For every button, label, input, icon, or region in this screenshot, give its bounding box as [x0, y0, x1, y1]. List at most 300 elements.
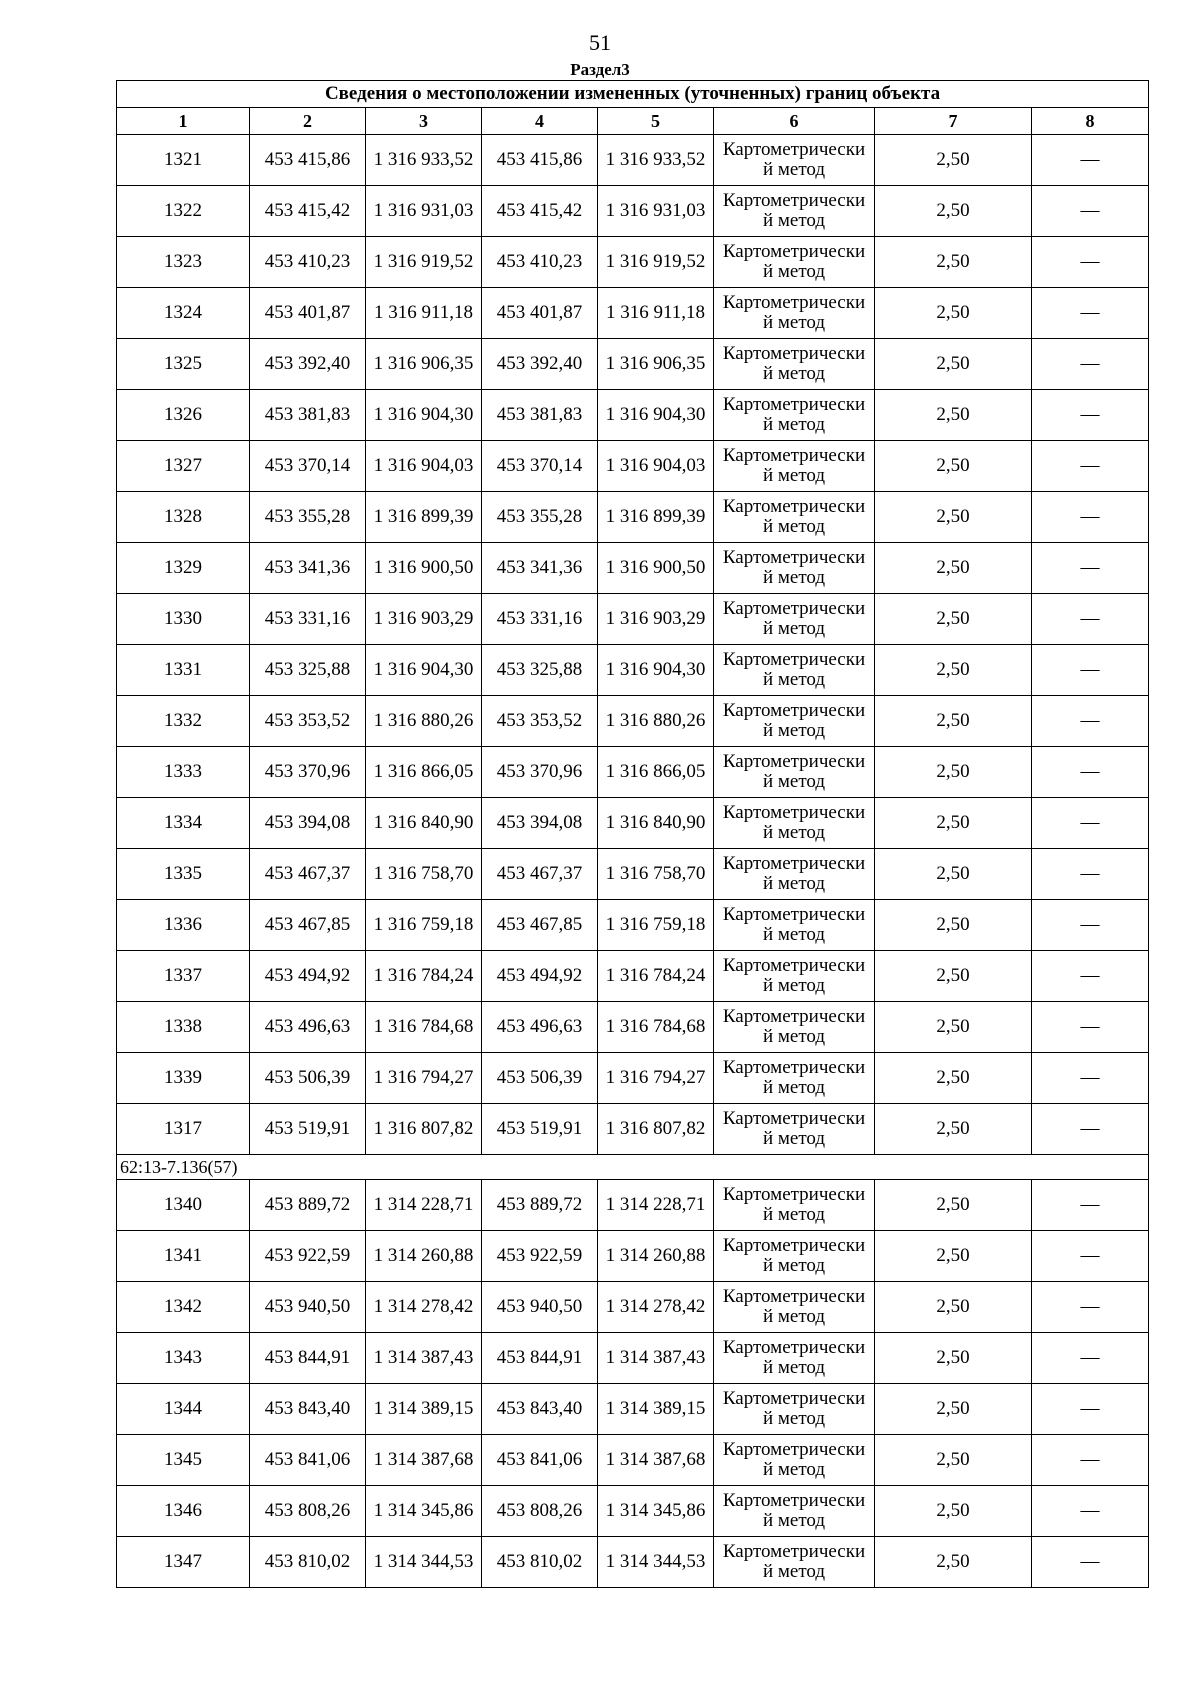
accuracy-cell: 2,50	[875, 441, 1032, 492]
x-existing-cell: 453 810,02	[250, 1537, 366, 1588]
method-line-2: й метод	[762, 159, 826, 180]
y-existing-cell: 1 316 903,29	[366, 594, 482, 645]
x-existing-cell: 453 415,42	[250, 186, 366, 237]
y-new-cell: 1 314 278,42	[598, 1282, 714, 1333]
table-body	[117, 135, 1149, 1588]
method-cell	[714, 1282, 875, 1333]
x-new-cell: 453 410,23	[482, 237, 598, 288]
accuracy-cell: 2,50	[875, 1435, 1032, 1486]
y-existing-cell: 1 316 866,05	[366, 747, 482, 798]
table-row	[117, 339, 1149, 390]
description-cell: —	[1032, 696, 1149, 747]
method-line-2: й метод	[762, 363, 826, 384]
y-existing-cell: 1 314 345,86	[366, 1486, 482, 1537]
point-number-cell: 1341	[117, 1231, 250, 1282]
method-line-1: Картометрически	[722, 1184, 866, 1205]
method-line-2: й метод	[762, 1459, 826, 1480]
x-existing-cell: 453 410,23	[250, 237, 366, 288]
x-existing-cell: 453 889,72	[250, 1180, 366, 1231]
y-new-cell: 1 316 784,24	[598, 951, 714, 1002]
method-cell	[714, 900, 875, 951]
method-line-1: Картометрически	[722, 445, 866, 466]
method-cell	[714, 186, 875, 237]
method-line-2: й метод	[762, 1128, 826, 1149]
y-new-cell: 1 316 906,35	[598, 339, 714, 390]
accuracy-cell: 2,50	[875, 237, 1032, 288]
method-line-1: Картометрически	[722, 241, 866, 262]
method-line-1: Картометрически	[722, 394, 866, 415]
y-existing-cell: 1 316 784,68	[366, 1002, 482, 1053]
description-cell: —	[1032, 492, 1149, 543]
x-existing-cell: 453 381,83	[250, 390, 366, 441]
y-existing-cell: 1 314 228,71	[366, 1180, 482, 1231]
table-row	[117, 849, 1149, 900]
accuracy-cell: 2,50	[875, 339, 1032, 390]
x-new-cell: 453 353,52	[482, 696, 598, 747]
x-new-cell: 453 940,50	[482, 1282, 598, 1333]
x-existing-cell: 453 370,14	[250, 441, 366, 492]
y-existing-cell: 1 316 904,30	[366, 645, 482, 696]
method-line-2: й метод	[762, 873, 826, 894]
table-row	[117, 696, 1149, 747]
x-new-cell: 453 401,87	[482, 288, 598, 339]
x-new-cell: 453 519,91	[482, 1104, 598, 1155]
section-title: Раздел3	[570, 60, 630, 79]
description-cell: —	[1032, 594, 1149, 645]
method-line-1: Картометрически	[722, 1541, 866, 1562]
point-number-cell: 1329	[117, 543, 250, 594]
method-line-1: Картометрически	[722, 1006, 866, 1027]
method-line-1: Картометрически	[722, 1388, 866, 1409]
y-existing-cell: 1 314 387,43	[366, 1333, 482, 1384]
method-cell	[714, 1537, 875, 1588]
y-existing-cell: 1 314 260,88	[366, 1231, 482, 1282]
method-cell	[714, 1104, 875, 1155]
table-row	[117, 1002, 1149, 1053]
method-cell	[714, 1486, 875, 1537]
column-header-row	[117, 108, 1149, 135]
method-cell	[714, 1231, 875, 1282]
y-new-cell: 1 316 866,05	[598, 747, 714, 798]
method-cell	[714, 747, 875, 798]
method-line-1: Картометрически	[722, 1337, 866, 1358]
point-number-cell: 1338	[117, 1002, 250, 1053]
x-existing-cell: 453 392,40	[250, 339, 366, 390]
method-cell	[714, 390, 875, 441]
x-existing-cell: 453 922,59	[250, 1231, 366, 1282]
table-caption: Сведения о местоположении измененных (уточненных) границ объекта	[117, 81, 1149, 108]
y-new-cell: 1 316 807,82	[598, 1104, 714, 1155]
accuracy-cell: 2,50	[875, 696, 1032, 747]
y-new-cell: 1 314 389,15	[598, 1384, 714, 1435]
y-new-cell: 1 316 784,68	[598, 1002, 714, 1053]
table-row	[117, 1435, 1149, 1486]
y-existing-cell: 1 316 904,30	[366, 390, 482, 441]
point-number-cell: 1340	[117, 1180, 250, 1231]
method-line-1: Картометрически	[722, 1439, 866, 1460]
x-new-cell: 453 370,14	[482, 441, 598, 492]
table-row	[117, 441, 1149, 492]
x-new-cell: 453 394,08	[482, 798, 598, 849]
point-number-cell: 1337	[117, 951, 250, 1002]
x-existing-cell: 453 325,88	[250, 645, 366, 696]
point-number-cell: 1344	[117, 1384, 250, 1435]
x-existing-cell: 453 940,50	[250, 1282, 366, 1333]
description-cell: —	[1032, 1231, 1149, 1282]
x-new-cell: 453 415,42	[482, 186, 598, 237]
table-row	[117, 951, 1149, 1002]
accuracy-cell: 2,50	[875, 1384, 1032, 1435]
description-cell: —	[1032, 1333, 1149, 1384]
description-cell: —	[1032, 1435, 1149, 1486]
method-line-1: Картометрически	[722, 190, 866, 211]
table-row	[117, 900, 1149, 951]
method-line-2: й метод	[762, 1510, 826, 1531]
y-new-cell: 1 316 931,03	[598, 186, 714, 237]
table-row	[117, 288, 1149, 339]
point-number-cell: 1322	[117, 186, 250, 237]
method-line-1: Картометрически	[722, 1108, 866, 1129]
method-cell	[714, 849, 875, 900]
point-number-cell: 1328	[117, 492, 250, 543]
method-line-2: й метод	[762, 210, 826, 231]
x-new-cell: 453 841,06	[482, 1435, 598, 1486]
description-cell: —	[1032, 1002, 1149, 1053]
point-number-cell: 1317	[117, 1104, 250, 1155]
description-cell: —	[1032, 543, 1149, 594]
accuracy-cell: 2,50	[875, 1333, 1032, 1384]
y-existing-cell: 1 316 840,90	[366, 798, 482, 849]
x-existing-cell: 453 467,85	[250, 900, 366, 951]
table-row	[117, 1231, 1149, 1282]
coordinates-table	[116, 80, 1149, 1588]
table-row	[117, 1537, 1149, 1588]
accuracy-cell: 2,50	[875, 900, 1032, 951]
x-new-cell: 453 325,88	[482, 645, 598, 696]
method-line-2: й метод	[762, 516, 826, 537]
table-row	[117, 1282, 1149, 1333]
y-new-cell: 1 316 758,70	[598, 849, 714, 900]
method-line-1: Картометрически	[722, 649, 866, 670]
point-number-cell: 1335	[117, 849, 250, 900]
x-existing-cell: 453 355,28	[250, 492, 366, 543]
x-new-cell: 453 331,16	[482, 594, 598, 645]
method-line-1: Картометрически	[722, 955, 866, 976]
x-new-cell: 453 844,91	[482, 1333, 598, 1384]
method-line-1: Картометрически	[722, 547, 866, 568]
method-line-2: й метод	[762, 1408, 826, 1429]
x-existing-cell: 453 506,39	[250, 1053, 366, 1104]
accuracy-cell: 2,50	[875, 492, 1032, 543]
x-existing-cell: 453 394,08	[250, 798, 366, 849]
accuracy-cell: 2,50	[875, 186, 1032, 237]
point-number-cell: 1346	[117, 1486, 250, 1537]
point-number-cell: 1345	[117, 1435, 250, 1486]
accuracy-cell: 2,50	[875, 951, 1032, 1002]
x-existing-cell: 453 519,91	[250, 1104, 366, 1155]
table-row	[117, 237, 1149, 288]
method-line-2: й метод	[762, 1204, 826, 1225]
method-line-1: Картометрически	[722, 1057, 866, 1078]
method-line-2: й метод	[762, 1561, 826, 1582]
y-existing-cell: 1 316 900,50	[366, 543, 482, 594]
x-existing-cell: 453 353,52	[250, 696, 366, 747]
description-cell: —	[1032, 390, 1149, 441]
x-existing-cell: 453 494,92	[250, 951, 366, 1002]
method-line-2: й метод	[762, 414, 826, 435]
description-cell: —	[1032, 1282, 1149, 1333]
method-line-2: й метод	[762, 618, 826, 639]
column-header: 1	[117, 108, 250, 135]
x-existing-cell: 453 401,87	[250, 288, 366, 339]
method-cell	[714, 1053, 875, 1104]
accuracy-cell: 2,50	[875, 1104, 1032, 1155]
y-new-cell: 1 314 387,68	[598, 1435, 714, 1486]
method-line-1: Картометрически	[722, 802, 866, 823]
y-existing-cell: 1 316 759,18	[366, 900, 482, 951]
table-row	[117, 186, 1149, 237]
method-cell	[714, 645, 875, 696]
method-line-1: Картометрически	[722, 139, 866, 160]
y-new-cell: 1 314 345,86	[598, 1486, 714, 1537]
y-new-cell: 1 316 880,26	[598, 696, 714, 747]
table-row	[117, 543, 1149, 594]
method-line-1: Картометрически	[722, 1235, 866, 1256]
y-new-cell: 1 316 900,50	[598, 543, 714, 594]
accuracy-cell: 2,50	[875, 390, 1032, 441]
description-cell: —	[1032, 747, 1149, 798]
x-new-cell: 453 415,86	[482, 135, 598, 186]
y-existing-cell: 1 316 784,24	[366, 951, 482, 1002]
x-new-cell: 453 392,40	[482, 339, 598, 390]
accuracy-cell: 2,50	[875, 1180, 1032, 1231]
column-header: 3	[366, 108, 482, 135]
description-cell: —	[1032, 1384, 1149, 1435]
x-existing-cell: 453 844,91	[250, 1333, 366, 1384]
y-existing-cell: 1 314 278,42	[366, 1282, 482, 1333]
table-row	[117, 1053, 1149, 1104]
method-cell	[714, 696, 875, 747]
x-new-cell: 453 810,02	[482, 1537, 598, 1588]
column-header: 7	[875, 108, 1032, 135]
y-existing-cell: 1 316 931,03	[366, 186, 482, 237]
point-number-cell: 1321	[117, 135, 250, 186]
group-label: 62:13-7.136(57)	[117, 1155, 1149, 1180]
x-new-cell: 453 467,85	[482, 900, 598, 951]
x-existing-cell: 453 808,26	[250, 1486, 366, 1537]
point-number-cell: 1324	[117, 288, 250, 339]
method-cell	[714, 798, 875, 849]
y-new-cell: 1 314 260,88	[598, 1231, 714, 1282]
x-existing-cell: 453 467,37	[250, 849, 366, 900]
method-cell	[714, 594, 875, 645]
point-number-cell: 1343	[117, 1333, 250, 1384]
y-existing-cell: 1 314 389,15	[366, 1384, 482, 1435]
accuracy-cell: 2,50	[875, 1537, 1032, 1588]
point-number-cell: 1342	[117, 1282, 250, 1333]
description-cell: —	[1032, 849, 1149, 900]
x-new-cell: 453 355,28	[482, 492, 598, 543]
table-row	[117, 1180, 1149, 1231]
method-line-2: й метод	[762, 1077, 826, 1098]
x-new-cell: 453 494,92	[482, 951, 598, 1002]
description-cell: —	[1032, 1537, 1149, 1588]
y-new-cell: 1 314 344,53	[598, 1537, 714, 1588]
y-existing-cell: 1 316 919,52	[366, 237, 482, 288]
method-cell	[714, 543, 875, 594]
y-existing-cell: 1 316 794,27	[366, 1053, 482, 1104]
point-number-cell: 1330	[117, 594, 250, 645]
point-number-cell: 1327	[117, 441, 250, 492]
method-cell	[714, 1002, 875, 1053]
y-new-cell: 1 316 904,30	[598, 645, 714, 696]
description-cell: —	[1032, 951, 1149, 1002]
y-new-cell: 1 316 919,52	[598, 237, 714, 288]
point-number-cell: 1326	[117, 390, 250, 441]
method-line-2: й метод	[762, 1306, 826, 1327]
y-existing-cell: 1 314 387,68	[366, 1435, 482, 1486]
y-existing-cell: 1 316 899,39	[366, 492, 482, 543]
point-number-cell: 1332	[117, 696, 250, 747]
method-line-2: й метод	[762, 720, 826, 741]
accuracy-cell: 2,50	[875, 798, 1032, 849]
description-cell: —	[1032, 135, 1149, 186]
point-number-cell: 1323	[117, 237, 250, 288]
method-line-2: й метод	[762, 261, 826, 282]
description-cell: —	[1032, 237, 1149, 288]
table-row	[117, 1104, 1149, 1155]
point-number-cell: 1339	[117, 1053, 250, 1104]
point-number-cell: 1325	[117, 339, 250, 390]
x-existing-cell: 453 841,06	[250, 1435, 366, 1486]
y-existing-cell: 1 314 344,53	[366, 1537, 482, 1588]
accuracy-cell: 2,50	[875, 645, 1032, 696]
x-existing-cell: 453 331,16	[250, 594, 366, 645]
description-cell: —	[1032, 645, 1149, 696]
method-line-2: й метод	[762, 924, 826, 945]
y-existing-cell: 1 316 911,18	[366, 288, 482, 339]
method-line-2: й метод	[762, 1026, 826, 1047]
point-number-cell: 1336	[117, 900, 250, 951]
accuracy-cell: 2,50	[875, 1486, 1032, 1537]
x-new-cell: 453 381,83	[482, 390, 598, 441]
method-cell	[714, 492, 875, 543]
accuracy-cell: 2,50	[875, 135, 1032, 186]
method-line-1: Картометрически	[722, 904, 866, 925]
method-line-2: й метод	[762, 567, 826, 588]
y-existing-cell: 1 316 933,52	[366, 135, 482, 186]
method-cell	[714, 1384, 875, 1435]
accuracy-cell: 2,50	[875, 1282, 1032, 1333]
accuracy-cell: 2,50	[875, 1231, 1032, 1282]
method-cell	[714, 1435, 875, 1486]
method-line-2: й метод	[762, 312, 826, 333]
column-header: 4	[482, 108, 598, 135]
method-line-1: Картометрически	[722, 1490, 866, 1511]
y-existing-cell: 1 316 904,03	[366, 441, 482, 492]
table-row	[117, 747, 1149, 798]
y-new-cell: 1 316 904,03	[598, 441, 714, 492]
description-cell: —	[1032, 1486, 1149, 1537]
description-cell: —	[1032, 900, 1149, 951]
y-new-cell: 1 316 840,90	[598, 798, 714, 849]
x-existing-cell: 453 843,40	[250, 1384, 366, 1435]
x-new-cell: 453 808,26	[482, 1486, 598, 1537]
y-new-cell: 1 314 387,43	[598, 1333, 714, 1384]
description-cell: —	[1032, 186, 1149, 237]
description-cell: —	[1032, 1053, 1149, 1104]
table-row	[117, 492, 1149, 543]
x-existing-cell: 453 370,96	[250, 747, 366, 798]
accuracy-cell: 2,50	[875, 747, 1032, 798]
method-line-2: й метод	[762, 975, 826, 996]
y-new-cell: 1 316 933,52	[598, 135, 714, 186]
accuracy-cell: 2,50	[875, 1053, 1032, 1104]
method-cell	[714, 441, 875, 492]
method-line-1: Картометрически	[722, 598, 866, 619]
y-new-cell: 1 316 911,18	[598, 288, 714, 339]
y-existing-cell: 1 316 880,26	[366, 696, 482, 747]
method-cell	[714, 237, 875, 288]
method-line-1: Картометрически	[722, 853, 866, 874]
table-row	[117, 135, 1149, 186]
method-line-2: й метод	[762, 771, 826, 792]
page-number: 51	[589, 30, 611, 55]
table-row	[117, 645, 1149, 696]
column-header: 5	[598, 108, 714, 135]
table-row	[117, 1486, 1149, 1537]
x-existing-cell: 453 415,86	[250, 135, 366, 186]
y-existing-cell: 1 316 758,70	[366, 849, 482, 900]
y-new-cell: 1 316 759,18	[598, 900, 714, 951]
accuracy-cell: 2,50	[875, 543, 1032, 594]
accuracy-cell: 2,50	[875, 288, 1032, 339]
method-cell	[714, 339, 875, 390]
accuracy-cell: 2,50	[875, 849, 1032, 900]
description-cell: —	[1032, 1104, 1149, 1155]
method-cell	[714, 951, 875, 1002]
x-new-cell: 453 370,96	[482, 747, 598, 798]
method-line-1: Картометрически	[722, 343, 866, 364]
table-row	[117, 1333, 1149, 1384]
y-new-cell: 1 314 228,71	[598, 1180, 714, 1231]
x-new-cell: 453 341,36	[482, 543, 598, 594]
x-existing-cell: 453 341,36	[250, 543, 366, 594]
x-new-cell: 453 889,72	[482, 1180, 598, 1231]
method-cell	[714, 135, 875, 186]
x-new-cell: 453 506,39	[482, 1053, 598, 1104]
point-number-cell: 1333	[117, 747, 250, 798]
method-line-2: й метод	[762, 669, 826, 690]
y-new-cell: 1 316 903,29	[598, 594, 714, 645]
table-row	[117, 390, 1149, 441]
column-header: 6	[714, 108, 875, 135]
method-line-2: й метод	[762, 1357, 826, 1378]
method-cell	[714, 1333, 875, 1384]
table-row	[117, 594, 1149, 645]
method-line-2: й метод	[762, 1255, 826, 1276]
method-line-1: Картометрически	[722, 751, 866, 772]
description-cell: —	[1032, 339, 1149, 390]
method-line-1: Картометрически	[722, 292, 866, 313]
group-header-row	[117, 1155, 1149, 1180]
description-cell: —	[1032, 1180, 1149, 1231]
point-number-cell: 1347	[117, 1537, 250, 1588]
method-cell	[714, 288, 875, 339]
column-header: 8	[1032, 108, 1149, 135]
table-row	[117, 798, 1149, 849]
accuracy-cell: 2,50	[875, 1002, 1032, 1053]
